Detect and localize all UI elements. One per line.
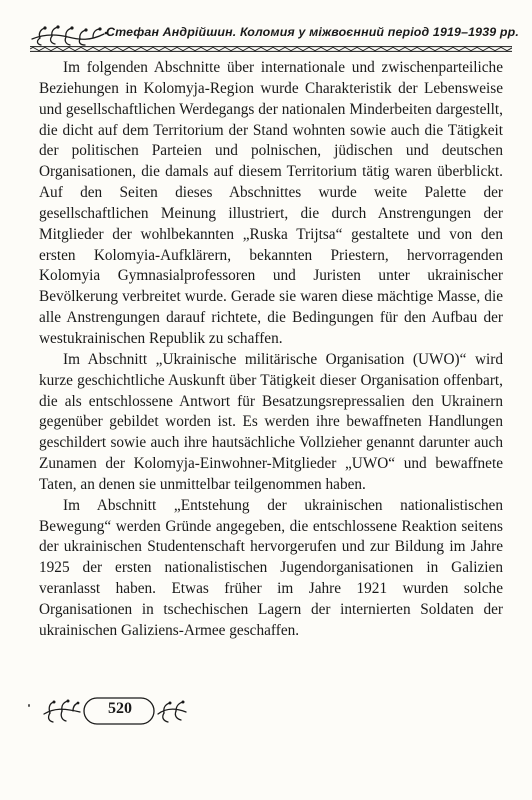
paragraph: Im Abschnitt „Ukrainische militärische Organisation (UWO)“ wird kurze geschichtliche Auskunft über Tätigkeit dieser Organisation offenbart, die als entschlossene Antwort für Besatzungsrepressalien den Ukrainern gegenüber gebildet worden ist. Es werden ihre bewaffneten Handlungen geschildert sowie auch ihre hautsächliche Vollzieher genannt darunter auch Zunamen der Kolomyja-Einwohner-Mitglieder „UWO“ und bewaffnete Taten, an denen sie unmittelbar teilgenommen haben. (39, 350, 503, 493)
body-text (39, 58, 503, 642)
page-folio (40, 694, 190, 728)
page-number: 520 (108, 700, 132, 717)
paragraph: Im folgenden Abschnitte über internationale und zwischenparteiliche Beziehungen in Kolomyja-Region wurde Charakteristik der Lebensweise und gesellschaftlichen Werdegangs der nationalen Minderbeiten dargestellt, die dicht auf dem Territorium der Stand wohnten sowie auch die Tätigkeit der politischen Parteien und polnischen, jüdischen und deutschen Organisationen, die damals auf diesem Territorium tätig waren überblickt. Auf den Seiten dieses Abschnittes wurde weite Palette der gesellschaftlichen Meinung illustriert, die durch Anstrengungen der Mitglieder der wohlbekannten „Ruska Trijtsa“ gestaltete und von den ersten Kolomyia-Aufklärern, bekannten Priestern, hervorragenden Kolomyia Gymnasialprofessoren und Juristen unter ukrainischer Bevölkerung verbreitet wurde. Gerade sie waren diese mächtige Masse, die alle Anstrengungen darauf richtete, die Bedingungen für den Aufbau der westukrainischen Republik zu schaffen. (39, 59, 503, 347)
header-rule (30, 46, 512, 52)
scan-speck (28, 704, 30, 707)
paragraph: Im Abschnitt „Entstehung der ukrainischen nationalistischen Bewegung“ werden Gründe angegeben, die entschlossene Reaktion seitens der ukrainischen Studentenschaft hervorgerufen und zur Bildung im Jahre 1925 der ersten nationalistischen Jugendorganisationen in Galizien veranlasst haben. Etwas früher im Jahre 1921 wurden solche Organisationen in tschechischen Lagern der internierten Soldaten der ukrainischen Galiziens-Armee geschaffen. (39, 496, 503, 639)
running-header (30, 24, 519, 46)
header-title: Стефан Андрійшин. Коломия у міжвоєнний період 1919–1939 рр. (106, 25, 519, 39)
header-rule-wave (30, 47, 512, 50)
floral-vine-icon (30, 24, 110, 46)
